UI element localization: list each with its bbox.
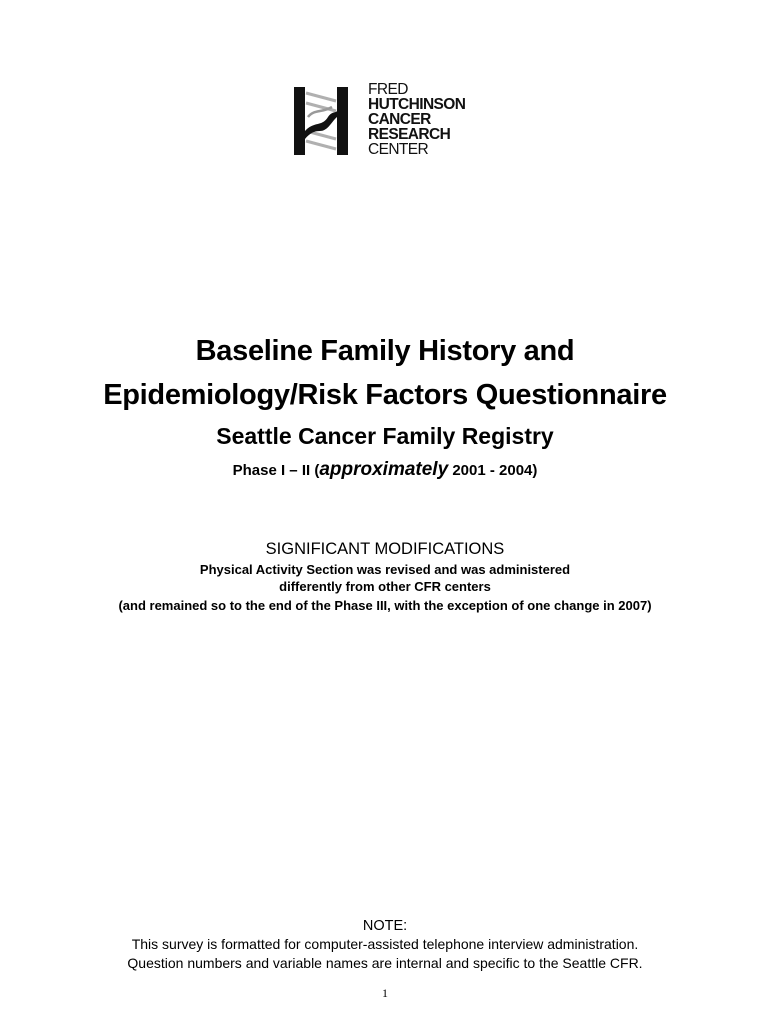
- phase-prefix: Phase I – II (: [232, 462, 320, 479]
- logo-wordmark: [368, 82, 465, 157]
- phase-approximately: approximately: [319, 459, 449, 480]
- modifications-line-3: (and remained so to the end of the Phase III, with the exception of one change in 2007): [118, 598, 652, 613]
- logo-line-research: RESEARCH: [368, 126, 451, 143]
- logo-line-fred: FRED: [368, 81, 408, 98]
- document-title-line-2: Epidemiology/Risk Factors Questionnaire: [103, 379, 667, 411]
- logo-line-center: CENTER: [368, 141, 429, 158]
- modifications-line-2: differently from other CFR centers: [279, 579, 491, 594]
- logo-line-hutchinson: HUTCHINSON: [368, 96, 466, 113]
- fred-hutchinson-logo: [292, 82, 502, 162]
- logo-line-cancer: CANCER: [368, 111, 431, 128]
- modifications-line-1: Physical Activity Section was revised and was administered: [199, 562, 571, 577]
- modifications-heading: SIGNIFICANT MODIFICATIONS: [265, 540, 505, 558]
- note-line-2: Question numbers and variable names are internal and specific to the Seattle CFR.: [127, 955, 643, 971]
- note-heading: NOTE:: [362, 918, 408, 934]
- phase-line: [0, 459, 770, 482]
- page-number: 1: [382, 986, 388, 1000]
- phase-suffix: 2001 - 2004): [448, 462, 538, 479]
- note-line-1: This survey is formatted for computer-assisted telephone interview administration.: [131, 936, 639, 952]
- fred-hutch-logo-icon: [292, 87, 350, 155]
- document-title-line-1: Baseline Family History and: [195, 335, 575, 367]
- document-subtitle: Seattle Cancer Family Registry: [216, 423, 554, 449]
